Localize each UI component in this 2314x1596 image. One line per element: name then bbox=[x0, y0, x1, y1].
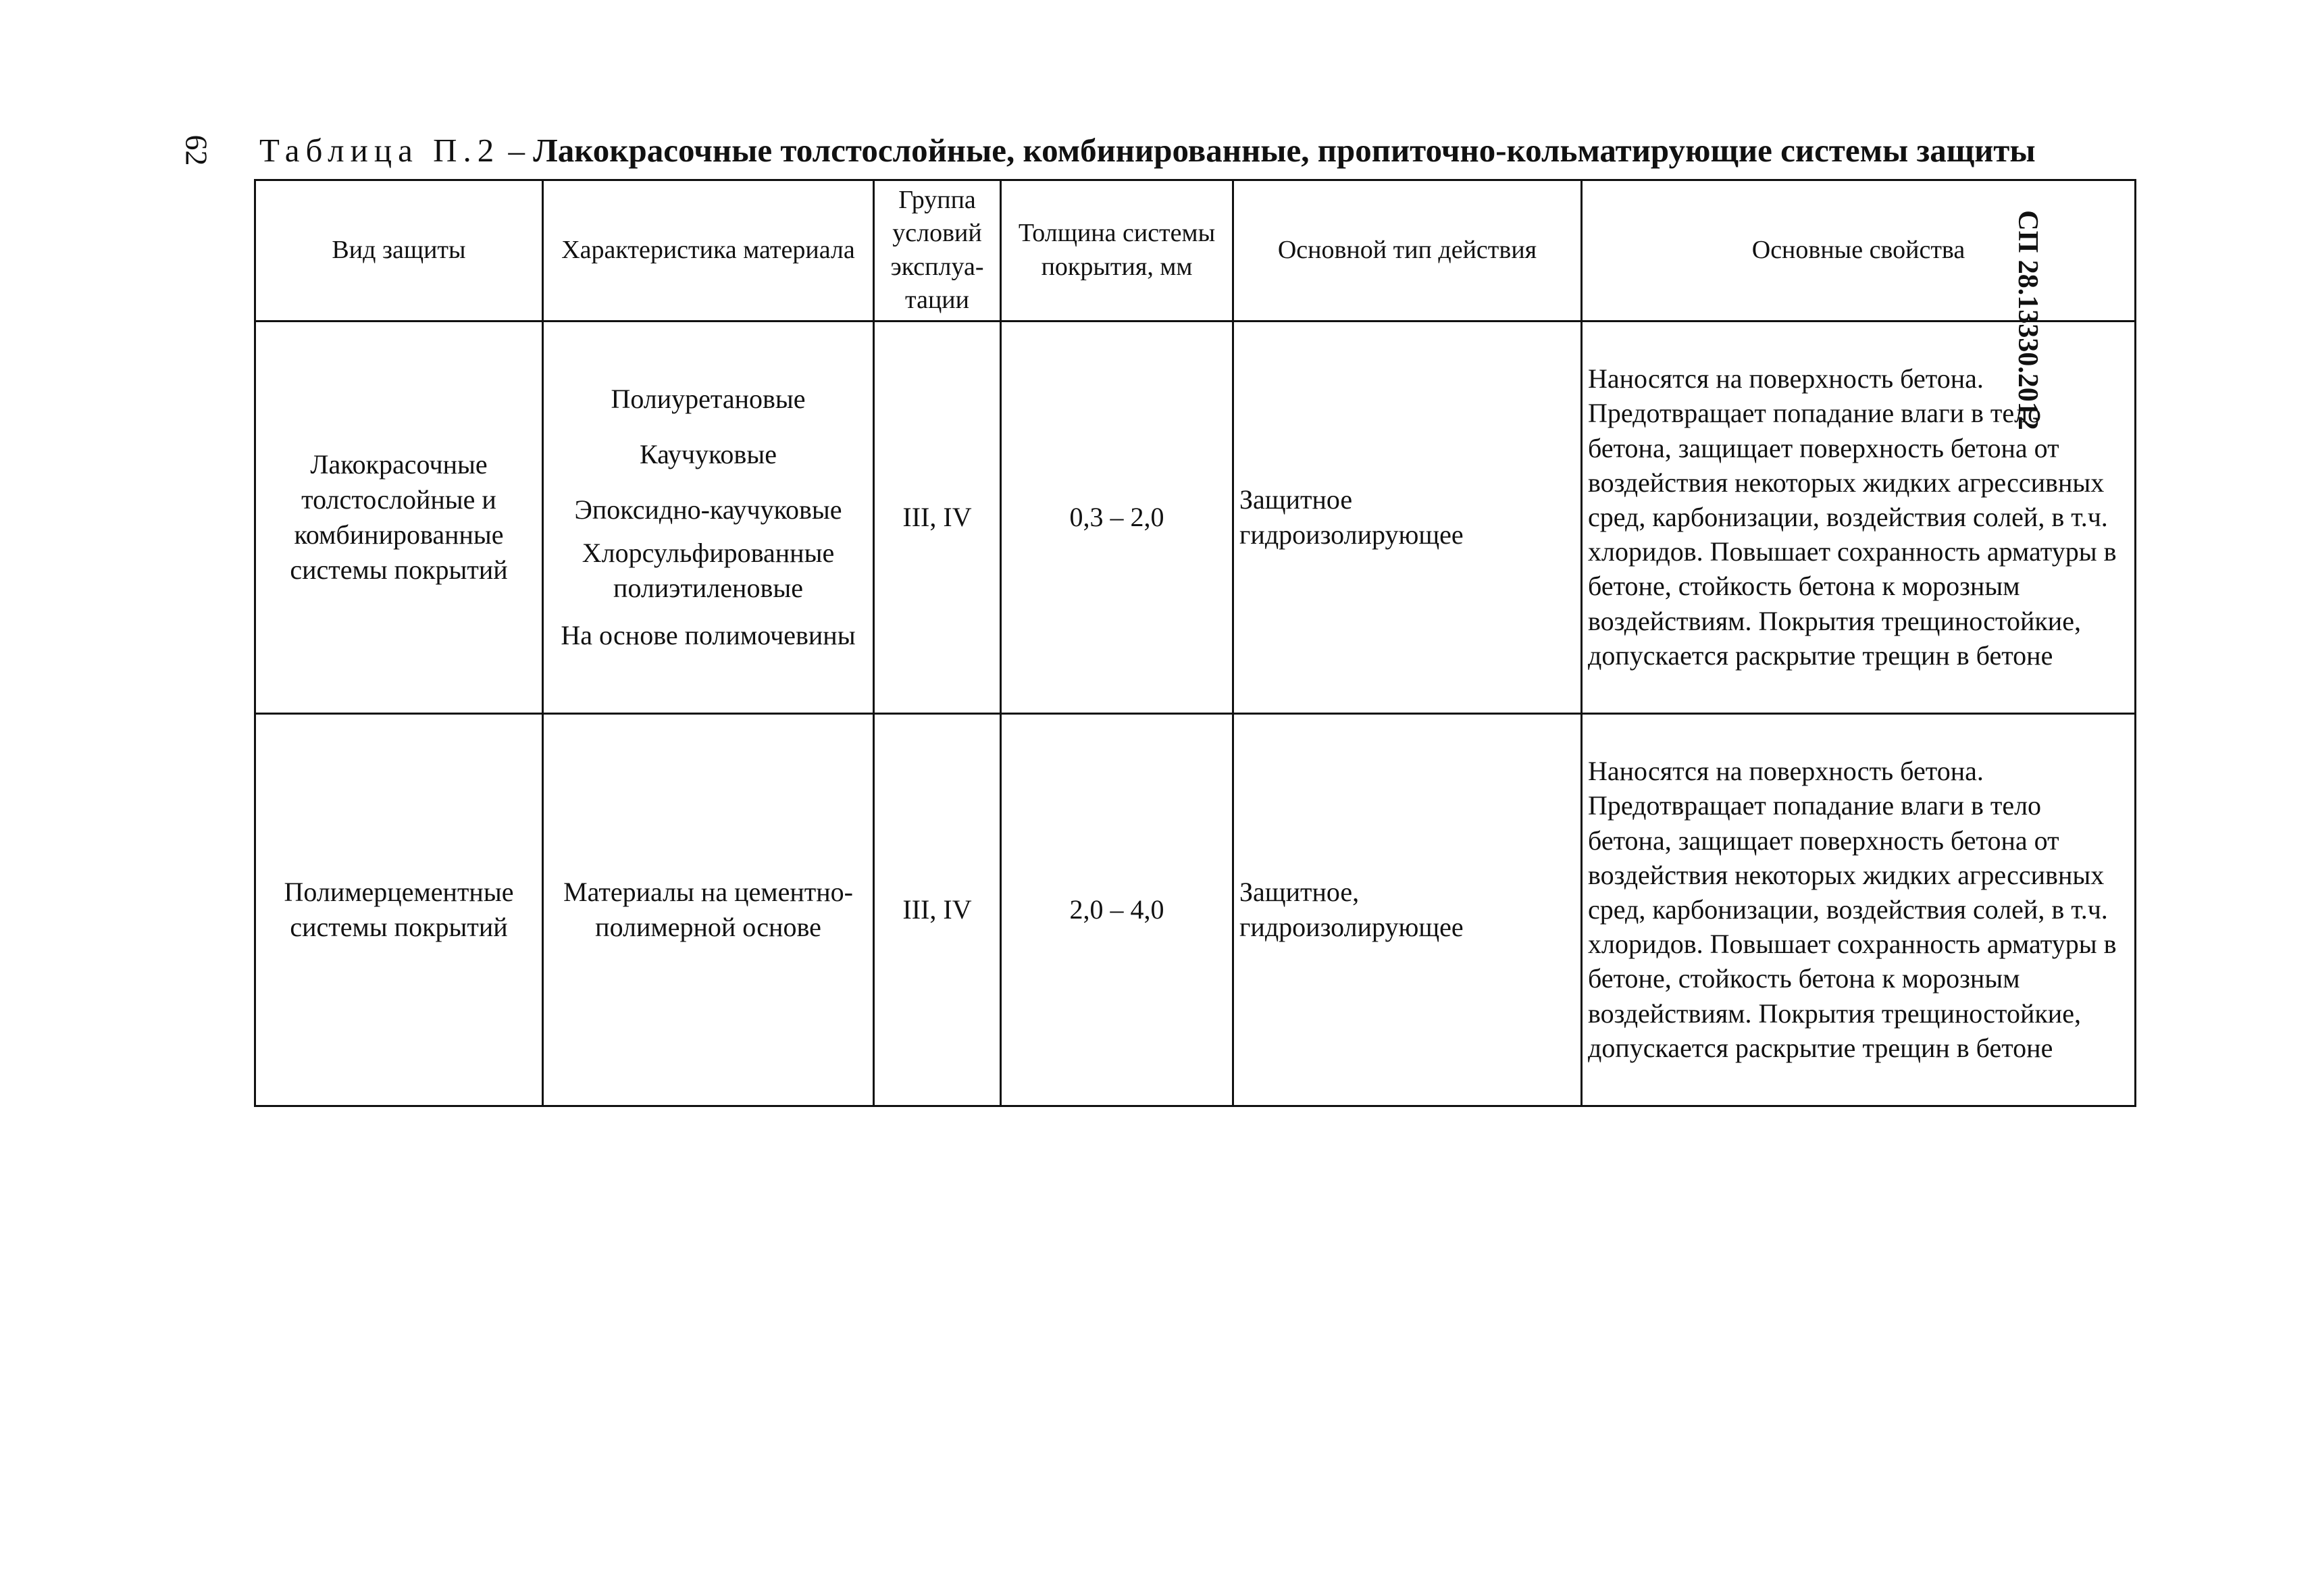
table-row bbox=[255, 321, 2136, 713]
material-item: Эпоксидно-каучуковые bbox=[574, 494, 842, 525]
material-item: На основе полимочевины bbox=[561, 619, 856, 650]
materials-cell bbox=[543, 713, 874, 1106]
materials-cell bbox=[543, 321, 874, 713]
title-dash: – bbox=[500, 132, 534, 169]
header-protection-type: Вид защиты bbox=[255, 180, 543, 321]
header-material-characteristic: Характеристика материала bbox=[543, 180, 874, 321]
table-caption: Лакокрасочные толстослойные, комбинированные, пропиточно-кольматирующие системы защиты bbox=[533, 132, 2036, 169]
operating-group-cell: III, IV bbox=[874, 321, 1001, 713]
protection-systems-table bbox=[254, 179, 2136, 1107]
header-main-action: Основной тип действия bbox=[1233, 180, 1582, 321]
protection-type-cell: Полимерцементные системы покрытий bbox=[255, 713, 543, 1106]
protection-type-cell: Лакокрасочные толстослойные и комбинированные системы покрытий bbox=[255, 321, 543, 713]
document-code: СП 28.13330.2012 bbox=[2012, 210, 2043, 430]
material-item: Полиуретановые bbox=[611, 383, 806, 414]
material-item: Хлорсульфированные полиэтиленовые bbox=[582, 537, 835, 603]
table-label: Таблица П.2 bbox=[259, 132, 500, 169]
table-title bbox=[259, 131, 2036, 170]
properties-cell: Наносятся на поверхность бетона. Предотвращает попадание влаги в тело бетона, защищает поверхность бетона от воздействия некоторых жидких агрессивных сред, карбонизации, воздействия солей, в т.ч. хлоридов. Повышает сохранность арматуры в бетоне, стойкость бетона к морозным воздействиям. Покрытия трещиностойкие, допускается раскрытие трещин в бетоне bbox=[1582, 713, 2136, 1106]
action-cell: Защитное, гидроизолирующее bbox=[1233, 713, 1582, 1106]
header-coating-thickness: Толщина системы покрытия, мм bbox=[1001, 180, 1233, 321]
header-operating-group: Группа условий эксплуа-тации bbox=[874, 180, 1001, 321]
header-main-properties: Основные свойства bbox=[1582, 180, 2136, 321]
material-item: Каучуковые bbox=[640, 438, 777, 469]
thickness-cell: 0,3 – 2,0 bbox=[1001, 321, 1233, 713]
table-row bbox=[255, 713, 2136, 1106]
action-cell: Защитное гидроизолирующее bbox=[1233, 321, 1582, 713]
thickness-cell: 2,0 – 4,0 bbox=[1001, 713, 1233, 1106]
operating-group-cell: III, IV bbox=[874, 713, 1001, 1106]
properties-cell: Наносятся на поверхность бетона. Предотвращает попадание влаги в тело бетона, защищает поверхность бетона от воздействия некоторых жидких агрессивных сред, карбонизации, воздействия солей, в т.ч. хлоридов. Повышает сохранность арматуры в бетоне, стойкость бетона к морозным воздействиям. Покрытия трещиностойкие, допускается раскрытие трещин в бетоне bbox=[1582, 321, 2136, 713]
page-number: 62 bbox=[179, 134, 214, 166]
material-item: Материалы на цементно-полимерной основе bbox=[563, 876, 853, 942]
table-header-row bbox=[255, 180, 2136, 321]
